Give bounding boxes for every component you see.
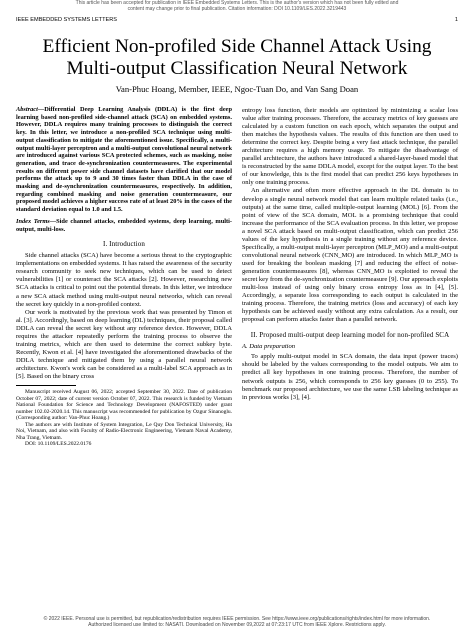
footnote-rule: [16, 385, 76, 386]
abstract: [16, 106, 232, 214]
intro-paragraph-1: Side channel attacks (SCA) have become a serious threat to the cryptographic implementations on embedded systems. It has raised the awareness of the security research community to seek new techniques, which can be used to detect vulnerabilities [1] or counteract the SCA attacks [2]. However, researching new SCA attacks is critical to point out the potential threats. In this letter, we introduce a new SCA attack method using multi-output neural networks, which can reveal the secret key quickly in a non-profiled context.: [16, 252, 232, 308]
right-paragraph-2: An alternative and often more effective approach in the DL domain is to develop a single neural network model that can learn multiple related tasks (i.e., outputs) at the same time, called multiple-output learning (MOL) [6]. From the point of view of the SCA domain, MOL is a promising technique that could increase the performance of the SCA evaluation process. In this letter, we propose a novel SCA attack based on multi-output classification, which can predict 256 values of the key hypothesis in a single training without any reference device. Specifically, a multi-output multi-layer perceptron (MLP_MO) and a multi-output convolutional neural network (CNN_MO) are introduced. In which MLP_MO is used for breaking the boolean masking [7] and reducing the effect of noise-generation countermeasures [8], whereas CNN_MO is exploited to reveal the secret key from the de-synchronization countermeasure [9]. Our approach exploits multi-loss instead of using only binary cross entropy loss as in [4], [5]. Accordingly, a separate loss corresponding to each output is calculated in the training process. Therefore, the training metrics (loss and accuracy) of each key hypothesis can be achieved easily without any extra calculation. As a result, our proposal can perform attacks faster than a parallel network.: [242, 187, 458, 324]
section-1-heading: I. Introduction: [103, 240, 145, 249]
banner-line-2: content may change prior to final publication. Citation information: DOI 10.1109/LES.2022.3219443: [127, 6, 347, 12]
title-line-2: Multi-output Classification Neural Network: [66, 58, 408, 79]
abstract-label: Abstract: [16, 106, 38, 113]
section-2-heading: II. Proposed multi-output deep learning model for non-profiled SCA: [250, 331, 450, 340]
abstract-text: —Differential Deep Learning Analysis (DDLA) is the first deep learning based non-profiled side-channel attack (SCA) on embedded systems. However, DDLA requires many training processes to distinguish the correct key. In this letter, we introduce a non-profiled SCA technique using multi-output classification to mitigate the aforementioned issue. Specifically, a multi-output multi-layer perceptron and a multi-output convolutional neural network are introduced against various SCA protected schemes, such as masking, noise generation, and trace de-synchronization countermeasures. The experimental results on different power side channel datasets have clarified that our model performs the attack up to 9 and 30 times faster than DDLA in the case of masking and de-synchronization countermeasures, respectively. In addition, regarding combined masking and noise generation countermeasure, our proposed model achieves a higher success rate of at least 20% in the cases of the standard deviation equal to 1.0 and 1.5.: [16, 106, 232, 214]
data-preparation-paragraph: To apply multi-output model in SCA domain, the data input (power traces) should be labeled by the values corresponding to the model outputs. We aim to predict all key hypotheses in one training process. Therefore, the number of network outputs is 256, which corresponds to 256 key guesses (0 to 255). To benchmark our proposed architecture, we use the same LSB labeling technique as in previous works [3], [4].: [242, 353, 458, 401]
footnote-manuscript: Manuscript received August 06, 2022; accepted September 30, 2022. Date of publication October 07, 2022; date of current version October 07, 2022. This research is funded by Vietnam National Foundation for Science and Technology Development (NAFOSTED) under grant number 102.02-2020.14. This manuscript was recommended for publication by Ozgur Sinanoglu. (Corresponding author: Van-Phuc Hoang.): [16, 389, 232, 422]
subsection-a-heading: A. Data preparation: [242, 343, 296, 351]
banner-line-1: This article has been accepted for publication in IEEE Embedded Systems Letters. This is the author's version which has not been fully edited and: [75, 0, 399, 6]
author-list: Van-Phuc Hoang, Member, IEEE, Ngoc-Tuan Do, and Van Sang Doan: [115, 84, 359, 94]
left-column: [16, 106, 232, 448]
footnote-doi: DOI: 10.1109/LES.2022.0176: [25, 441, 92, 448]
index-terms-label: Index Terms: [16, 217, 50, 225]
paper-title: [16, 36, 458, 80]
footnote-affiliation: The authors are with Institute of System Integration, Le Quy Don Technical University, Ha Noi, Vietnam, and also with Faculty of Radio-Electronic Engineering, Vietnam Naval Academy, Nha Trang, Vietnam.: [16, 421, 232, 441]
right-column: [242, 107, 458, 402]
preprint-banner: [0, 0, 474, 12]
intro-paragraph-2: Our work is motivated by the previous work that was presented by Timon et al. [3]. Accordingly, based on deep learning (DL) techniques, their proposal called DDLA can reveal the secret key without any reference device. However, DDLA requires the attacker repeatedly perform the training process to observe the training metrics, which are then used to determine the correct subkey byte. Recently, Kwon et al. [4] have investigated the aforementioned drawbacks of the DDLA technique and mitigated them by using a parallel neural network architecture. Kwon's work can be considered as a multi-label SCA approach as in [5]. Based on the binary cross: [16, 308, 232, 380]
running-head: [16, 16, 458, 25]
journal-name: IEEE EMBEDDED SYSTEMS LETTERS: [16, 17, 118, 23]
right-paragraph-1: entropy loss function, their models are optimized by minimizing a scalar loss value after training processes. Therefore, the accuracy metrics of key guesses are calculated by a custom function on each epoch, which separates the output and then matches the hypothesis values. The results of this function are then used to determine the correct key. Despite being a very fast attack technique, the parallel architecture requires a high memory usage. To mitigate the disadvantage of parallel architecture, the authors have introduced a shared-layer-based model that is reconstructed by the same DDLA model, except for the output layer. To the best of our knowledge, this is the first model that can predict 256 keys hypotheses in only one training process.: [242, 107, 458, 187]
footer-line-1: © 2022 IEEE. Personal use is permitted, but republication/redistribution requires IEEE permission. See https://www.ieee.org/publications/rights/index.html for more information.: [43, 616, 431, 622]
title-line-1: Efficient Non-profiled Side Channel Attack Using: [42, 36, 432, 57]
footer-line-2: Authorized licensed use limited to: NASATI. Downloaded on November 09,2022 at 07:23:17 UTC from IEEE Xplore. Restrictions apply.: [88, 622, 386, 628]
index-terms-text: —Side channel attacks, embedded systems, deep learning, multi-output, multi-loss.: [16, 217, 232, 233]
page-number: 1: [454, 17, 458, 23]
index-terms: [16, 218, 232, 233]
copyright-footer: [0, 616, 474, 628]
